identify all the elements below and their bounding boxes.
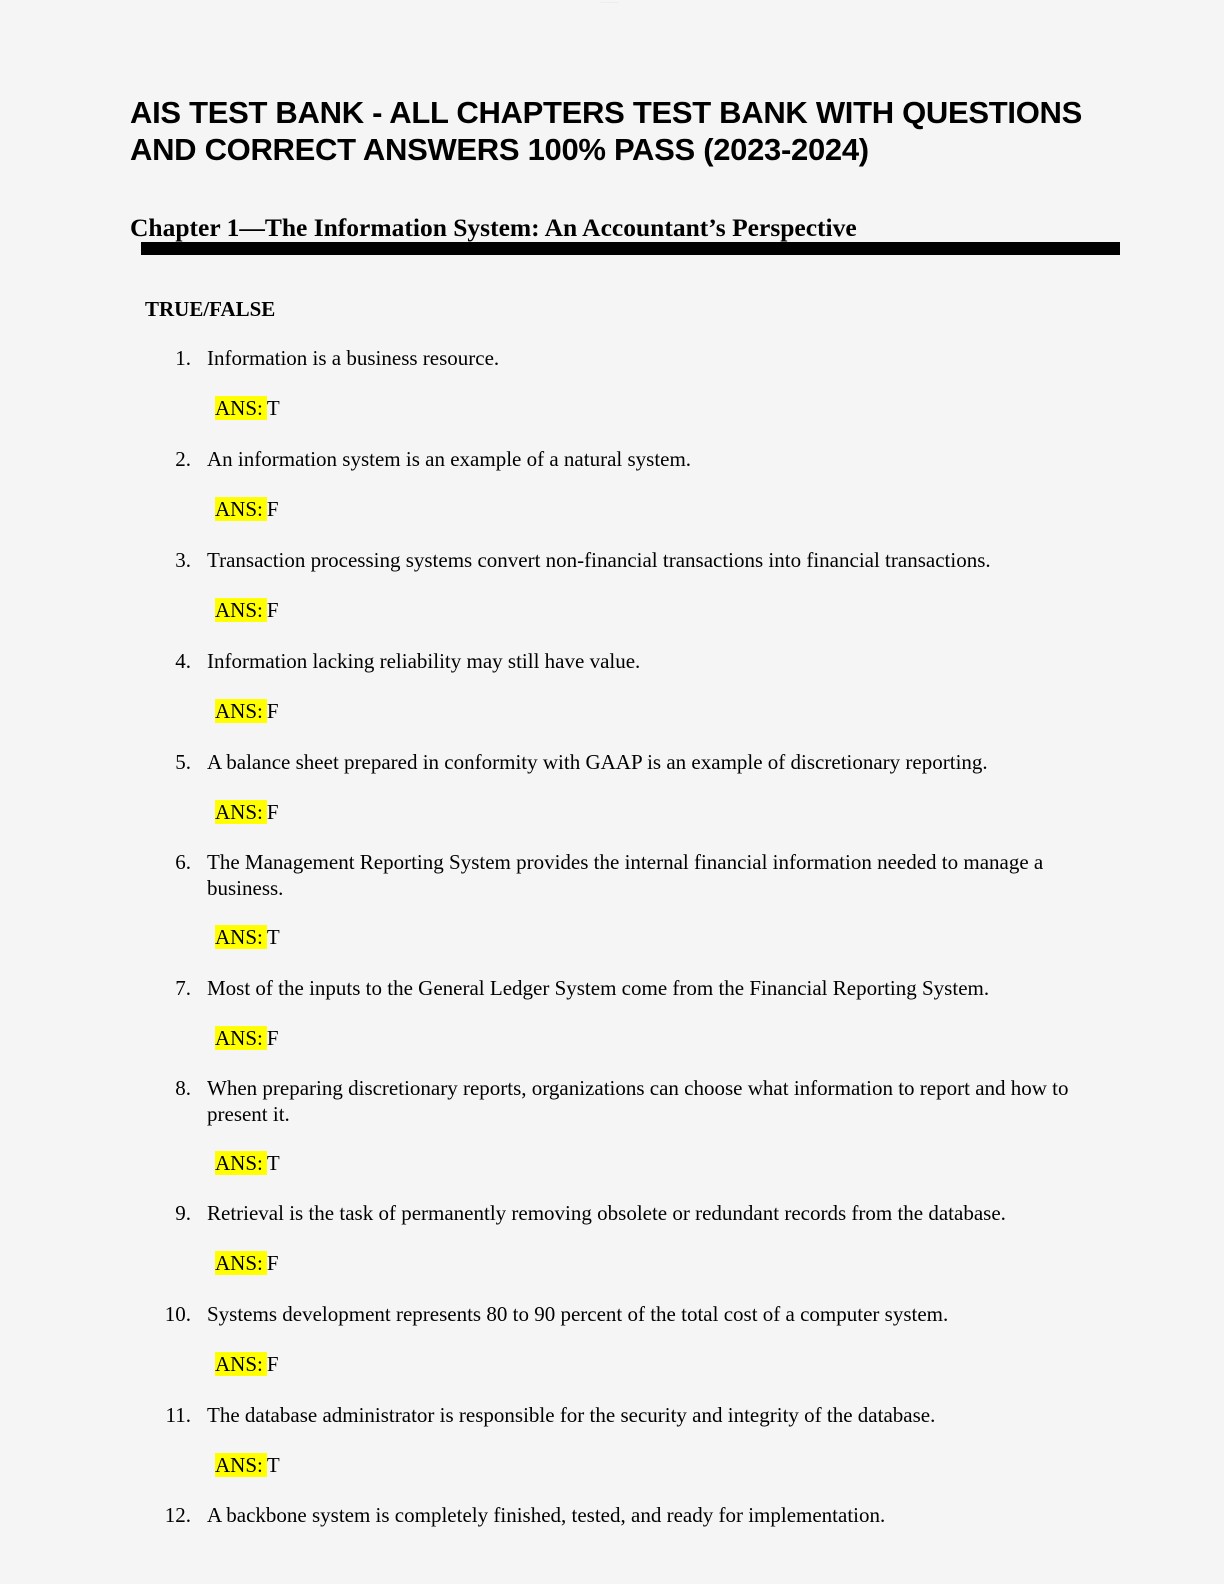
answer: [215, 1250, 279, 1276]
answer-value: F: [266, 699, 279, 723]
answer-label: ANS:: [215, 800, 267, 824]
question-text: Retrieval is the task of permanently removing obsolete or redundant records from the database.: [207, 1201, 1006, 1225]
answer-label: ANS:: [215, 396, 267, 420]
page-header-watermark: ·· ··· ······ ·····: [600, 0, 619, 4]
question-text: A balance sheet prepared in conformity with GAAP is an example of discretionary reporting.: [207, 750, 988, 774]
answer-label: ANS:: [215, 497, 267, 521]
chapter-title: Chapter 1—The Information System: An Accountant’s Perspective: [130, 213, 857, 242]
question-number: 3.: [175, 548, 191, 572]
answer-value: T: [266, 1151, 280, 1175]
question-text: Transaction processing systems convert non-financial transactions into financial transactions.: [207, 548, 991, 572]
question-number: 10.: [164, 1302, 191, 1326]
answer: [215, 799, 279, 825]
question-text: Systems development represents 80 to 90 percent of the total cost of a computer system.: [207, 1302, 949, 1326]
question-text: Most of the inputs to the General Ledger System come from the Financial Reporting System.: [207, 976, 990, 1000]
answer: [215, 1452, 280, 1478]
answer: [215, 597, 279, 623]
question-number: 8.: [175, 1076, 191, 1100]
question-number: 12.: [164, 1503, 191, 1527]
answer-value: T: [266, 396, 280, 420]
answer-value: F: [266, 1352, 279, 1376]
question-text: An information system is an example of a natural system.: [207, 447, 692, 471]
question-text: Information lacking reliability may still have value.: [207, 649, 641, 673]
answer-label: ANS:: [215, 699, 267, 723]
section-heading: TRUE/FALSE: [145, 297, 276, 321]
answer-value: F: [266, 800, 279, 824]
question-number: 5.: [175, 750, 191, 774]
answer: [215, 924, 280, 950]
answer-value: F: [266, 1251, 279, 1275]
answer-label: ANS:: [215, 1151, 267, 1175]
answer-label: ANS:: [215, 1453, 267, 1477]
answer-value: F: [266, 1026, 279, 1050]
chapter-divider: [141, 242, 1120, 255]
answer-value: T: [266, 1453, 280, 1477]
question-text: When preparing discretionary reports, organizations can choose what information to report and how to present it.: [207, 1076, 1069, 1126]
answer-label: ANS:: [215, 598, 267, 622]
question-number: 9.: [175, 1201, 191, 1225]
answer: [215, 395, 280, 421]
answer-label: ANS:: [215, 1026, 267, 1050]
answer-value: F: [266, 598, 279, 622]
answer: [215, 698, 279, 724]
answer: [215, 496, 279, 522]
question-text: Information is a business resource.: [207, 346, 500, 370]
question-number: 7.: [175, 976, 191, 1000]
question-number: 2.: [175, 447, 191, 471]
question-text: The database administrator is responsible for the security and integrity of the database.: [207, 1403, 936, 1427]
answer: [215, 1150, 280, 1176]
question-number: 4.: [175, 649, 191, 673]
document-title: AIS TEST BANK - ALL CHAPTERS TEST BANK WITH QUESTIONS AND CORRECT ANSWERS 100% PASS (2023-2024): [130, 95, 1083, 167]
question-text: The Management Reporting System provides the internal financial information needed to manage a business.: [207, 850, 1044, 900]
answer-value: F: [266, 497, 279, 521]
answer-value: T: [266, 925, 280, 949]
question-number: 11.: [165, 1403, 191, 1427]
answer-label: ANS:: [215, 1352, 267, 1376]
question-text: A backbone system is completely finished, tested, and ready for implementation.: [207, 1503, 886, 1527]
question-number: 1.: [175, 346, 191, 370]
answer-label: ANS:: [215, 1251, 267, 1275]
answer: [215, 1025, 279, 1051]
answer: [215, 1351, 279, 1377]
question-number: 6.: [175, 850, 191, 874]
answer-label: ANS:: [215, 925, 267, 949]
